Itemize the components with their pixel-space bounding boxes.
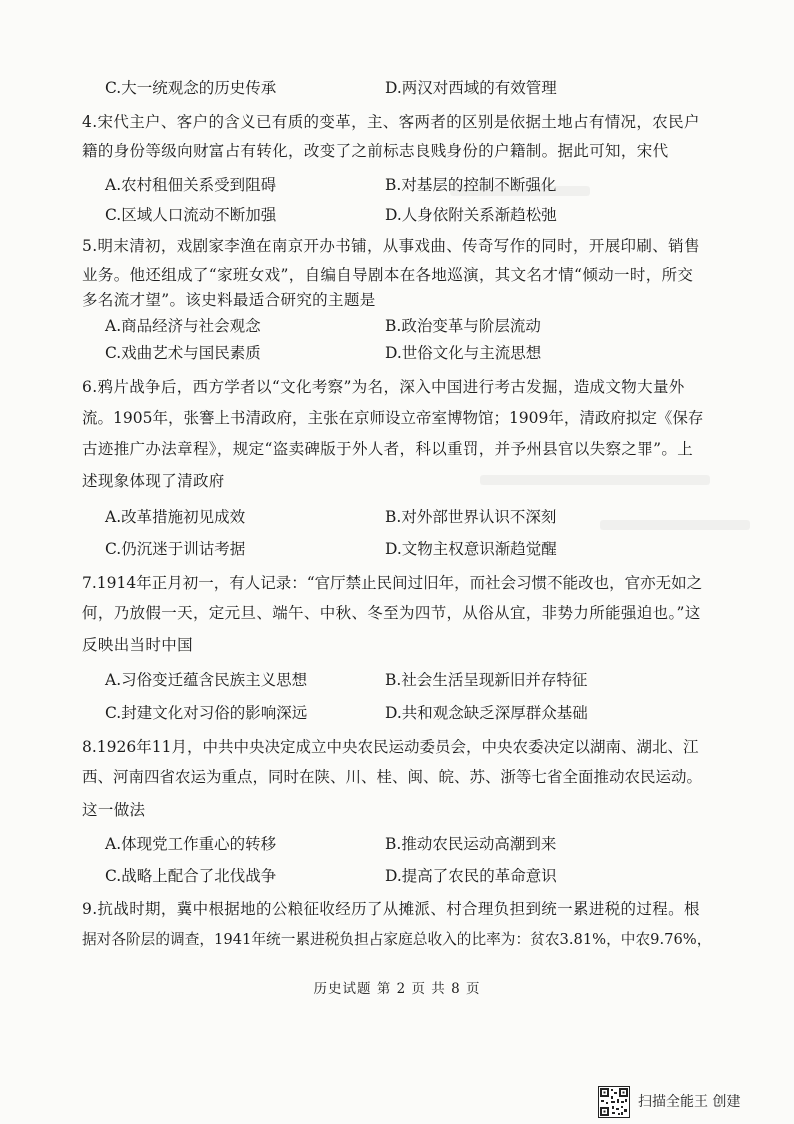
q6-option-d: D.文物主权意识渐趋觉醒 — [385, 540, 557, 558]
q8-option-a: A.体现党工作重心的转移 — [105, 835, 277, 853]
q3-option-d: D.两汉对西域的有效管理 — [385, 79, 557, 97]
q5-option-a: A.商品经济与社会观念 — [105, 317, 261, 335]
q5-stem-line-2: 业务。他还组成了“家班女戏”，自编自导剧本在各地巡演，其文名才情“倾动一时，所交 — [82, 266, 694, 284]
q7-stem-line-2: 何，乃放假一天，定元旦、端午、中秋、冬至为四节，从俗从宜，非势力所能强迫也。”这 — [82, 604, 701, 622]
q4-option-d: D.人身依附关系渐趋松弛 — [385, 206, 557, 224]
q6-stem-line-2: 流。1905年，张謇上书清政府，主张在京师设立帝室博物馆；1909年，清政府拟定《保存 — [82, 409, 704, 427]
page-footer: 历史试题 第 2 页 共 8 页 — [313, 981, 481, 997]
q8-option-d: D.提高了农民的革命意识 — [385, 867, 557, 885]
q5-option-d: D.世俗文化与主流思想 — [385, 344, 542, 362]
q4-stem-line-2: 籍的身份等级向财富占有转化，改变了之前标志良贱身份的户籍制。据此可知，宋代 — [82, 142, 669, 160]
q9-stem-line-1: 9.抗战时期，冀中根据地的公粮征收经历了从摊派、村合理负担到统一累进税的过程。根 — [82, 900, 700, 918]
q5-option-c: C.戏曲艺术与国民素质 — [105, 344, 261, 362]
q6-stem-line-1: 6.鸦片战争后，西方学者以“文化考察”为名，深入中国进行考古发掘，造成文物大量外 — [82, 378, 685, 396]
q7-option-b: B.社会生活呈现新旧并存特征 — [385, 671, 588, 689]
qr-code-icon — [598, 1086, 630, 1118]
q8-stem-line-2: 西、河南四省农运为重点，同时在陕、川、桂、闽、皖、苏、浙等七省全面推动农民运动。 — [82, 768, 703, 786]
q6-stem-line-3: 古迹推广办法章程》，规定“盗卖碑版于外人者，科以重罚，并予州县官以失察之罪”。上 — [82, 440, 694, 458]
q8-stem-line-1: 8.1926年11月，中共中央决定成立中央农民运动委员会，中央农委决定以湖南、湖北、江 — [82, 738, 699, 756]
q4-option-a: A.农村租佃关系受到阻碍 — [105, 176, 277, 194]
q7-option-c: C.封建文化对习俗的影响深远 — [105, 704, 308, 722]
q8-stem-line-3: 这一做法 — [82, 801, 146, 819]
q3-option-c: C.大一统观念的历史传承 — [105, 79, 277, 97]
q7-stem-line-1: 7.1914年正月初一，有人记录：“官厅禁止民间过旧年，而社会习惯不能改也，官亦无如之 — [82, 574, 703, 592]
q6-stem-line-4: 述现象体现了清政府 — [82, 472, 225, 490]
bleed-through-mark — [480, 475, 710, 485]
q4-option-b: B.对基层的控制不断强化 — [385, 176, 557, 194]
q6-option-a: A.改革措施初见成效 — [105, 508, 246, 526]
q4-option-c: C.区域人口流动不断加强 — [105, 206, 277, 224]
q5-stem-line-1: 5.明末清初，戏剧家李渔在南京开办书铺，从事戏曲、传奇写作的同时，开展印刷、销售 — [82, 237, 700, 255]
q6-option-b: B.对外部世界认识不深刻 — [385, 508, 557, 526]
q5-stem-line-3: 多名流才望”。该史料最适合研究的主题是 — [82, 291, 376, 309]
q5-option-b: B.政治变革与阶层流动 — [385, 317, 541, 335]
q7-option-d: D.共和观念缺乏深厚群众基础 — [385, 704, 588, 722]
q6-option-c: C.仍沉迷于训诂考据 — [105, 540, 246, 558]
q9-stem-line-2: 据对各阶层的调查，1941年统一累进税负担占家庭总收入的比率为：贫农3.81%，中农9.76%， — [82, 931, 712, 948]
q8-option-c: C.战略上配合了北伐战争 — [105, 867, 277, 885]
q7-stem-line-3: 反映出当时中国 — [82, 636, 193, 654]
scanner-watermark: 扫描全能王 创建 — [638, 1094, 741, 1110]
bleed-through-mark — [600, 520, 750, 530]
q4-stem-line-1: 4.宋代主户、客户的含义已有质的变革，主、客两者的区别是依据土地占有情况，农民户 — [82, 113, 700, 131]
q7-option-a: A.习俗变迁蕴含民族主义思想 — [105, 671, 308, 689]
q8-option-b: B.推动农民运动高潮到来 — [385, 835, 557, 853]
